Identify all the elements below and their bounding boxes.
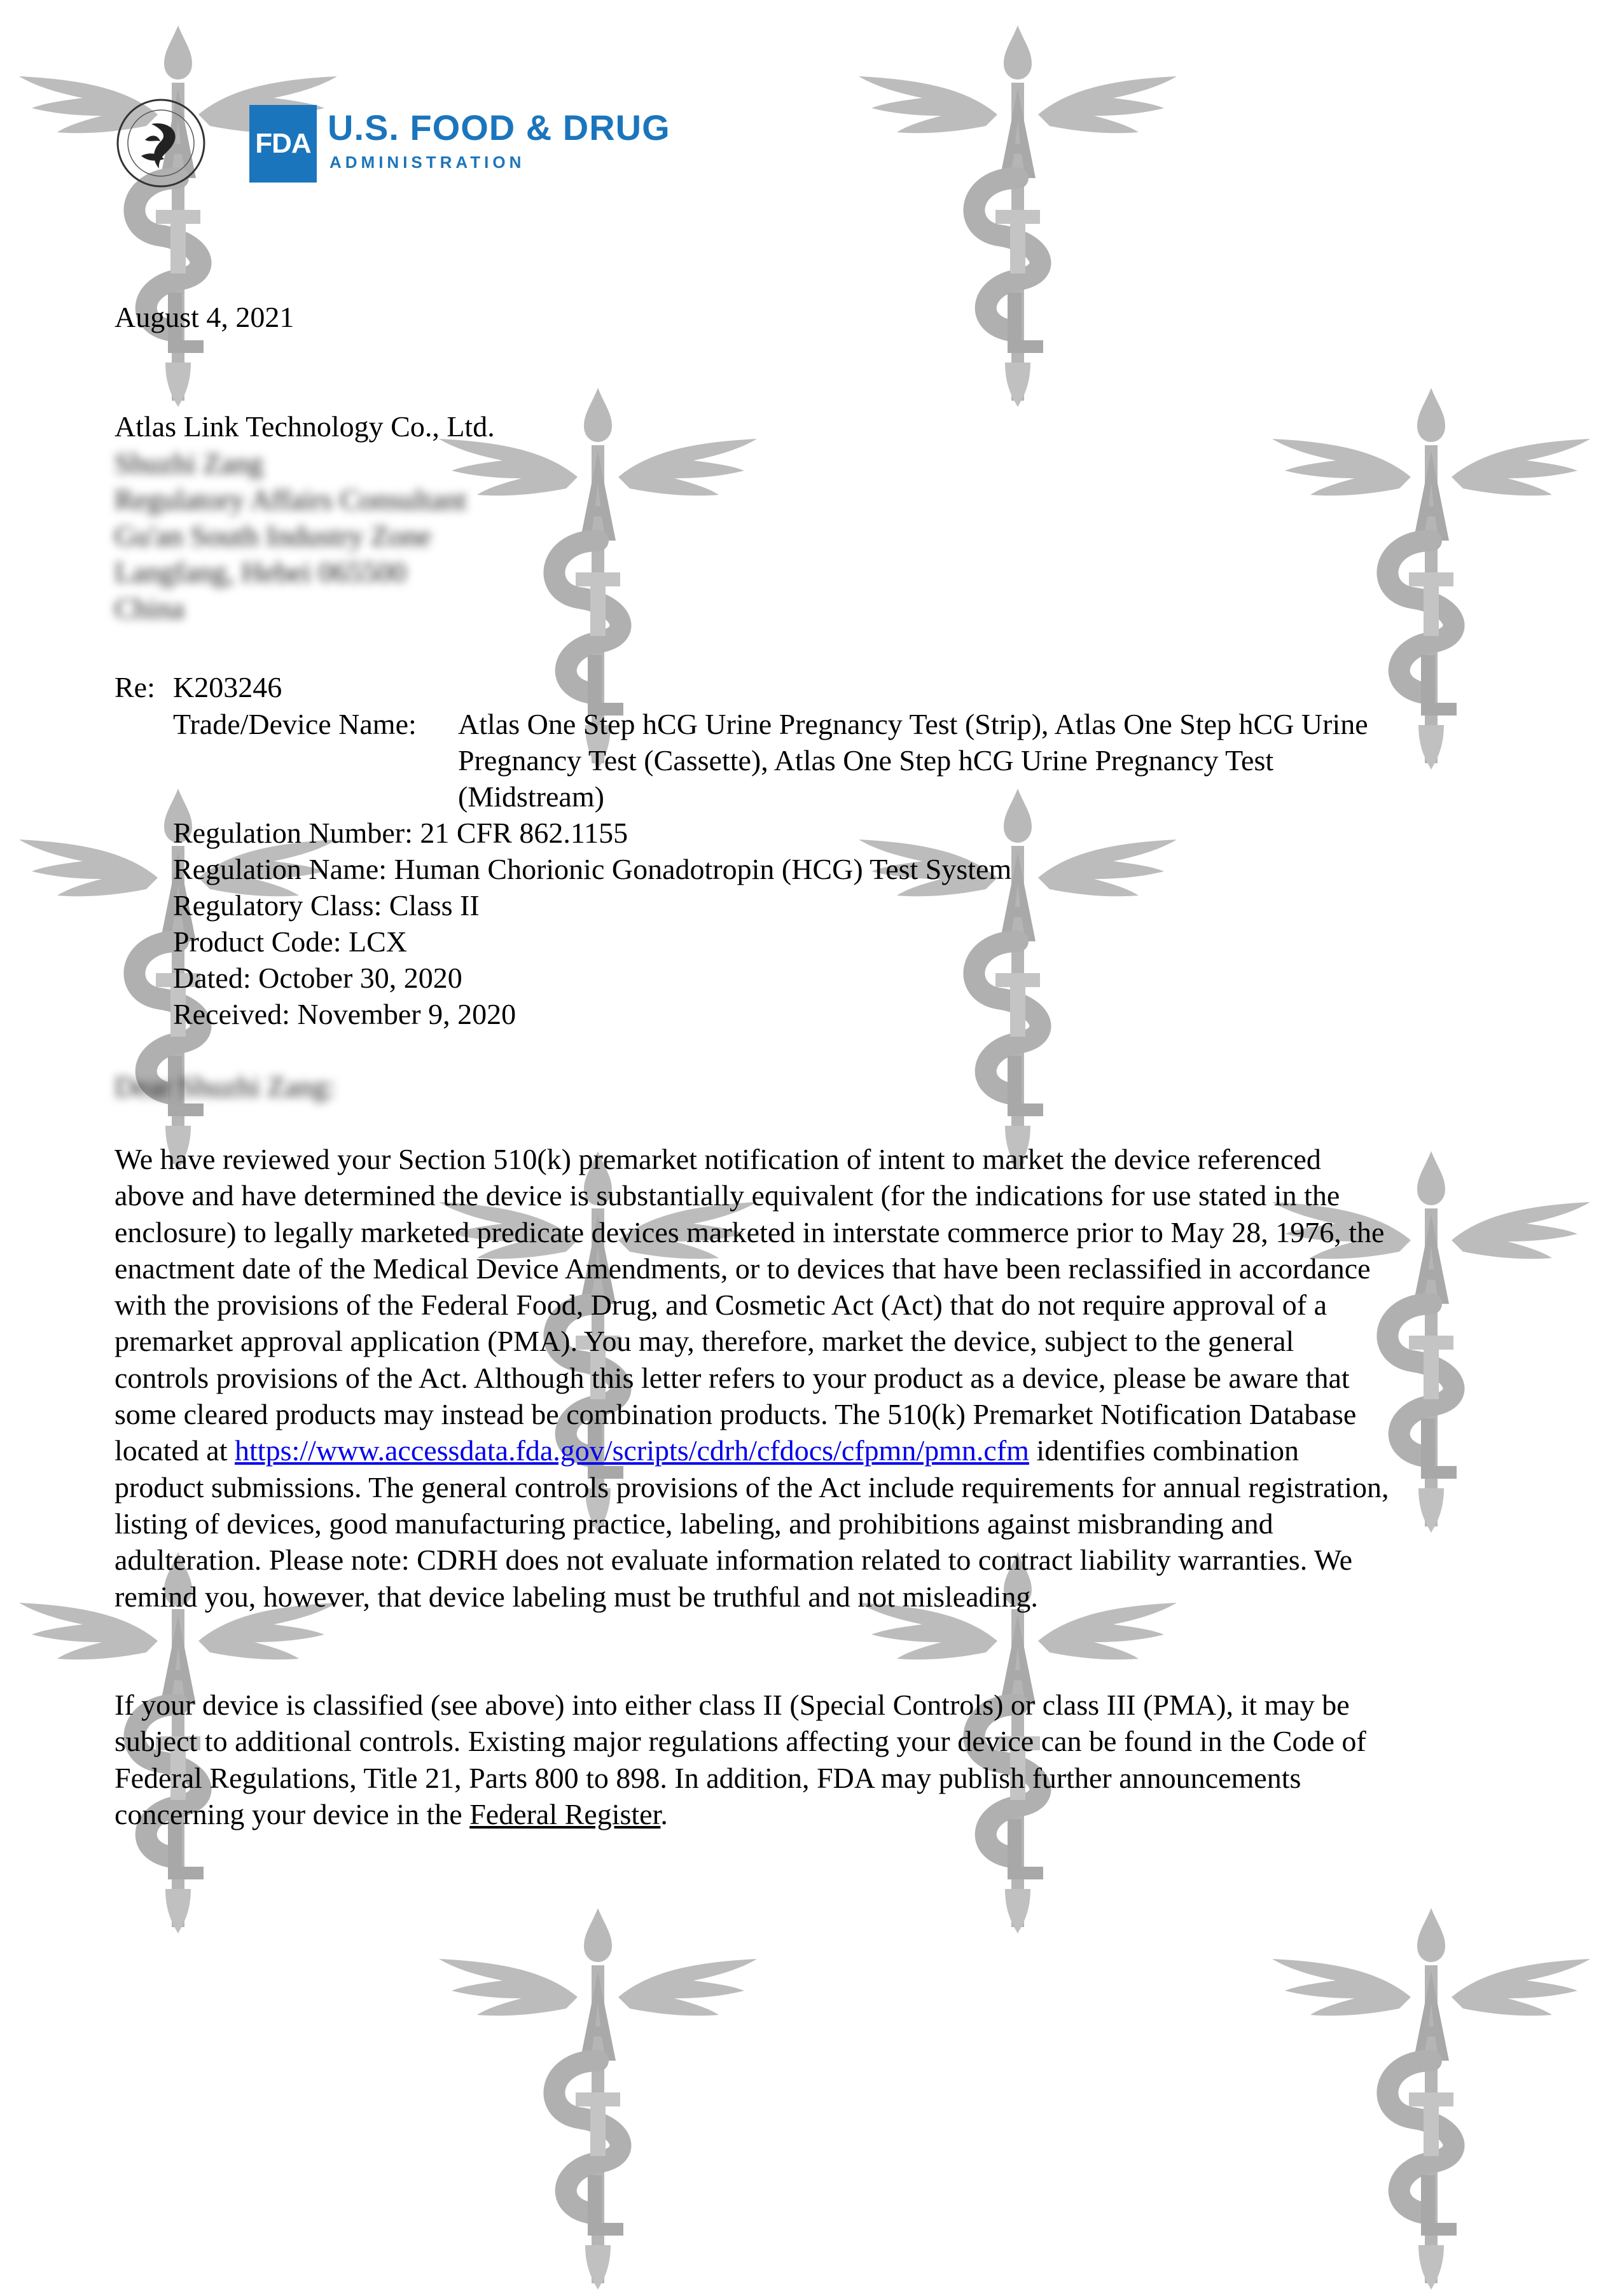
paragraph-line: Federal Regulations, Title 21, Parts 800 to 898. In addition, FDA may publish further announcements bbox=[114, 1761, 1301, 1794]
paragraph-review bbox=[114, 1141, 1514, 1615]
link-prefix: located at bbox=[114, 1434, 235, 1467]
agency-subname: ADMINISTRATION bbox=[329, 153, 525, 172]
regulatory-class: Regulatory Class: Class II bbox=[173, 889, 480, 922]
federal-register-link[interactable]: Federal Register bbox=[469, 1797, 661, 1830]
paragraph-line: product submissions. The general controls provisions of the Act include requirements for annual registration, bbox=[114, 1470, 1389, 1504]
recipient-redacted-line: China bbox=[114, 592, 184, 625]
paragraph-line-with-link bbox=[114, 1432, 1514, 1469]
agency-name: U.S. FOOD & DRUG bbox=[328, 107, 670, 148]
paragraph-line-with-link bbox=[114, 1796, 1514, 1832]
received: Received: November 9, 2020 bbox=[173, 998, 516, 1030]
recipient-redacted-line: Regulatory Affairs Consultant bbox=[114, 483, 467, 516]
paragraph-line: enclosure) to legally marketed predicate devices marketed in interstate commerce prior to May 28, 1976, the bbox=[114, 1215, 1385, 1248]
recipient-company: Atlas Link Technology Co., Ltd. bbox=[114, 410, 495, 443]
fda-badge-text: FDA bbox=[255, 128, 311, 159]
re-label: Re: bbox=[114, 671, 155, 703]
link-prefix: concerning your device in the bbox=[114, 1797, 470, 1830]
dated: Dated: October 30, 2020 bbox=[173, 962, 462, 994]
trade-name-line: Pregnancy Test (Cassette), Atlas One Step hCG Urine Pregnancy Test bbox=[458, 744, 1274, 777]
paragraph-line: enactment date of the Medical Device Amendments, or to devices that have been reclassified in accordance bbox=[114, 1252, 1371, 1285]
paragraph-line: with the provisions of the Federal Food, Drug, and Cosmetic Act (Act) that do not require approval of a bbox=[114, 1289, 1327, 1322]
paragraph-line: premarket approval application (PMA). You may, therefore, market the device, subject to the general bbox=[114, 1325, 1294, 1358]
recipient-redacted-line: Langfang, Hebei 065500 bbox=[114, 556, 406, 588]
paragraph-line: some cleared products may instead be combination products. The 510(k) Premarket Notification Database bbox=[114, 1398, 1357, 1431]
salutation-redacted: Dear Shuzhi Zang: bbox=[114, 1070, 336, 1103]
hhs-seal-icon bbox=[113, 95, 228, 191]
link-suffix: . bbox=[660, 1797, 668, 1830]
paragraph-line: above and have determined the device is substantially equivalent (for the indications for use stated in the bbox=[114, 1179, 1340, 1212]
product-code: Product Code: LCX bbox=[173, 925, 407, 958]
pmn-database-link[interactable]: https://www.accessdata.fda.gov/scripts/cdrh/cfdocs/cfpmn/pmn.cfm bbox=[235, 1434, 1029, 1467]
letter-date: August 4, 2021 bbox=[114, 301, 295, 333]
trade-name-line: (Midstream) bbox=[458, 780, 604, 813]
paragraph-line: adulteration. Please note: CDRH does not evaluate information related to contract liability warranties. We bbox=[114, 1544, 1353, 1577]
regulation-name: Regulation Name: Human Chorionic Gonadotropin (HCG) Test System bbox=[173, 853, 1012, 885]
paragraph-line: controls provisions of the Act. Although this letter refers to your product as a device, please be aware that bbox=[114, 1361, 1350, 1394]
paragraph-line: remind you, however, that device labeling must be truthful and not misleading. bbox=[114, 1580, 1038, 1613]
paragraph-classification bbox=[114, 1687, 1514, 1832]
recipient-redacted-line: Shuzhi Zang bbox=[114, 447, 263, 480]
re-number: K203246 bbox=[173, 671, 282, 703]
paragraph-line: If your device is classified (see above) into either class II (Special Controls) or class III (PMA), it may be bbox=[114, 1689, 1350, 1721]
trade-name-line: Atlas One Step hCG Urine Pregnancy Test (Strip), Atlas One Step hCG Urine bbox=[458, 708, 1368, 740]
paragraph-line: listing of devices, good manufacturing practice, labeling, and prohibitions against misbranding and bbox=[114, 1507, 1273, 1540]
fda-logo-badge bbox=[249, 105, 317, 183]
regulation-number: Regulation Number: 21 CFR 862.1155 bbox=[173, 817, 628, 849]
trade-label: Trade/Device Name: bbox=[173, 708, 417, 740]
recipient-redacted-line: Gu'an South Industry Zone bbox=[114, 520, 431, 552]
paragraph-line: We have reviewed your Section 510(k) premarket notification of intent to market the device referenced bbox=[114, 1143, 1321, 1175]
link-suffix: identifies combination bbox=[1029, 1434, 1300, 1467]
paragraph-line: subject to additional controls. Existing major regulations affecting your device can be found in the Code of bbox=[114, 1725, 1366, 1758]
